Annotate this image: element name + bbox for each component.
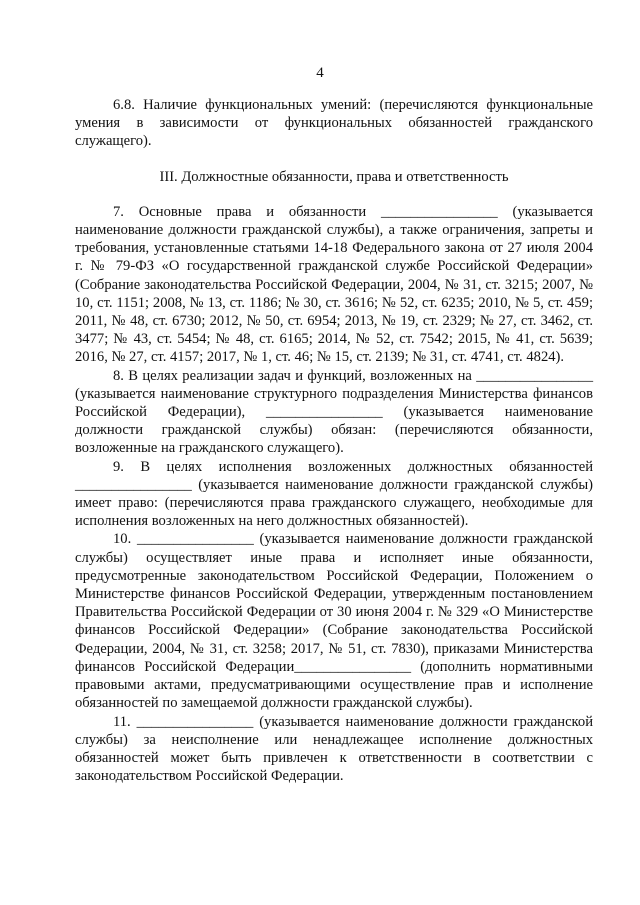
paragraph-8: 8. В целях реализации задач и функций, возложенных на ________________ (указывается наименование структурного подразделения Министерства финансов Российской Федерации), ________________ (указывается наименование должности гражданской службы) обязан: (перечисляются обязанности, возложенные на гражданского служащего). bbox=[75, 367, 593, 457]
paragraph-10: 10. ________________ (указывается наименование должности гражданской службы) осуществляет иные права и исполняет иные обязанности, предусмотренные законодательством Российской Федерации, Положением о Министерстве финансов Российской Федерации, утвержденным постановлением Правительства Российской Федерации от 30 июня 2004 г. № 329 «О Министерстве финансов Российской Федерации» (Собрание законодательства Российской Федерации, 2004, № 31, ст. 3258; 2017, № 51, ст. 7830), приказами Министерства финансов Российской Федерации________________ (дополнить нормативными правовыми актами, предусматривающими осуществление прав и исполнение обязанностей по замещаемой должности гражданской службы). bbox=[75, 531, 593, 712]
section-heading: III. Должностные обязанности, права и ответственность bbox=[159, 168, 509, 185]
paragraph-7: 7. Основные права и обязанности ________________ (указывается наименование должности гражданской службы), а также ограничения, запреты и требования, установленные статьями 14-18 Федерального закона от 27 июля 2004 г. № 79-ФЗ «О государственной гражданской службе Российской Федерации» (Собрание законодательства Российской Федерации, 2004, № 31, ст. 3215; 2007, № 10, ст. 1151; 2008, № 13, ст. 1186; № 30, ст. 3616; № 52, ст. 6235; 2010, № 5, ст. 459; 2011, № 48, ст. 6730; 2012, № 50, ст. 6954; 2013, № 19, ст. 2329; № 27, ст. 3462, ст. 3477; № 43, ст. 5454; № 48, ст. 6165; 2014, № 52, ст. 7542; 2015, № 41, ст. 5639; 2016, № 27, ст. 4157; 2017, № 1, ст. 46; № 15, ст. 2139; № 31, ст. 4741, ст. 4824). bbox=[75, 203, 593, 366]
document-body bbox=[75, 96, 593, 785]
paragraph-9: 9. В целях исполнения возложенных должностных обязанностей ________________ (указывается наименование должности гражданской службы) имеет право: (перечисляются права гражданского служащего, необходимые для исполнения возложенных на него должностных обязанностей). bbox=[75, 458, 593, 530]
page-number: 4 bbox=[316, 65, 324, 81]
paragraph-11: 11. ________________ (указывается наименование должности гражданской службы) за неисполнение или ненадлежащее исполнение должностных обязанностей может быть привлечен к ответственности в соответствии с законодательством Российской Федерации. bbox=[75, 713, 593, 785]
paragraph-6-8: 6.8. Наличие функциональных умений: (перечисляются функциональные умения в зависимости от функциональных обязанностей гражданского служащего). bbox=[75, 97, 593, 150]
